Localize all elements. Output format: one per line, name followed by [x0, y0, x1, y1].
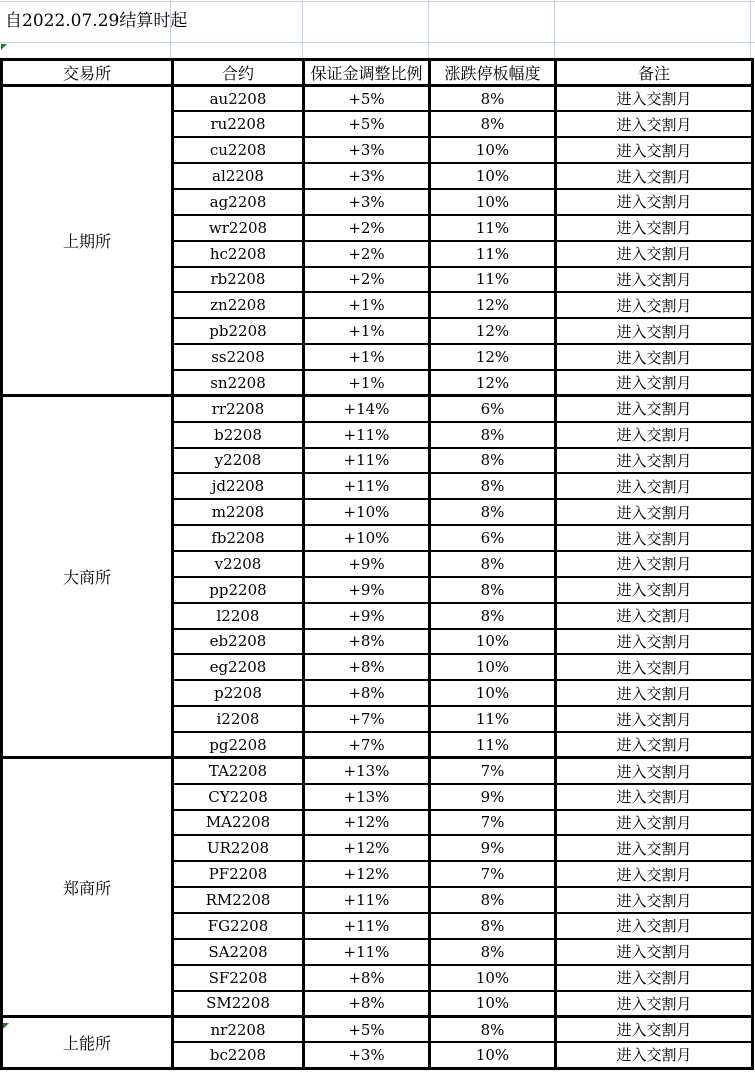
margin-adjust-cell[interactable]: +10%	[304, 499, 430, 525]
price-limit-cell[interactable]: 8%	[430, 473, 556, 499]
price-limit-cell[interactable]: 11%	[430, 267, 556, 293]
price-limit-cell[interactable]: 10%	[430, 163, 556, 189]
remark-cell[interactable]: 进入交割月	[556, 318, 753, 344]
contract-cell[interactable]: wr2208	[173, 215, 304, 241]
contract-cell[interactable]: TA2208	[173, 758, 304, 784]
contract-cell[interactable]: rb2208	[173, 267, 304, 293]
price-limit-cell[interactable]: 6%	[430, 525, 556, 551]
remark-cell[interactable]: 进入交割月	[556, 189, 753, 215]
price-limit-cell[interactable]: 12%	[430, 344, 556, 370]
margin-adjust-cell[interactable]: +5%	[304, 1016, 430, 1042]
contract-cell[interactable]: au2208	[173, 86, 304, 112]
contract-cell[interactable]: jd2208	[173, 473, 304, 499]
margin-adjust-cell[interactable]: +9%	[304, 603, 430, 629]
contract-cell[interactable]: i2208	[173, 706, 304, 732]
margin-adjust-cell[interactable]: +2%	[304, 267, 430, 293]
remark-cell[interactable]: 进入交割月	[556, 654, 753, 680]
remark-cell[interactable]: 进入交割月	[556, 913, 753, 939]
margin-adjust-cell[interactable]: +11%	[304, 422, 430, 448]
contract-cell[interactable]: bc2208	[173, 1042, 304, 1068]
margin-adjust-cell[interactable]: +13%	[304, 784, 430, 810]
price-limit-cell[interactable]: 8%	[430, 887, 556, 913]
margin-adjust-cell[interactable]: +3%	[304, 1042, 430, 1068]
contract-cell[interactable]: m2208	[173, 499, 304, 525]
margin-adjust-cell[interactable]: +3%	[304, 189, 430, 215]
contract-cell[interactable]: pp2208	[173, 577, 304, 603]
gridline	[0, 42, 755, 43]
price-limit-cell[interactable]: 10%	[430, 137, 556, 163]
remark-cell[interactable]: 进入交割月	[556, 603, 753, 629]
price-limit-cell[interactable]: 8%	[430, 913, 556, 939]
gridline	[554, 0, 555, 58]
price-limit-cell[interactable]: 8%	[430, 422, 556, 448]
margin-adjust-cell[interactable]: +8%	[304, 654, 430, 680]
table-row	[2, 86, 753, 112]
margin-adjust-cell[interactable]: +1%	[304, 318, 430, 344]
margin-adjust-cell[interactable]: +3%	[304, 137, 430, 163]
contract-cell[interactable]: pg2208	[173, 732, 304, 758]
price-limit-cell[interactable]: 7%	[430, 810, 556, 836]
margin-adjust-cell[interactable]: +7%	[304, 732, 430, 758]
margin-adjust-cell[interactable]: +12%	[304, 835, 430, 861]
contract-cell[interactable]: fb2208	[173, 525, 304, 551]
remark-cell[interactable]: 进入交割月	[556, 473, 753, 499]
margin-adjust-cell[interactable]: +2%	[304, 241, 430, 267]
price-limit-cell[interactable]: 10%	[430, 629, 556, 655]
remark-cell[interactable]: 进入交割月	[556, 577, 753, 603]
remark-cell[interactable]: 进入交割月	[556, 111, 753, 137]
price-limit-cell[interactable]: 12%	[430, 318, 556, 344]
margin-adjust-cell[interactable]: +1%	[304, 292, 430, 318]
margin-adjust-cell[interactable]: +12%	[304, 810, 430, 836]
remark-cell[interactable]: 进入交割月	[556, 810, 753, 836]
contract-cell[interactable]: ag2208	[173, 189, 304, 215]
remark-cell[interactable]: 进入交割月	[556, 86, 753, 112]
price-limit-cell[interactable]: 11%	[430, 732, 556, 758]
contract-cell[interactable]: b2208	[173, 422, 304, 448]
margin-adjust-cell[interactable]: +9%	[304, 577, 430, 603]
price-limit-cell[interactable]: 8%	[430, 1016, 556, 1042]
contract-cell[interactable]: CY2208	[173, 784, 304, 810]
contract-cell[interactable]: RM2208	[173, 887, 304, 913]
contract-cell[interactable]: nr2208	[173, 1016, 304, 1042]
header-price-limit[interactable]: 涨跌停板幅度	[430, 60, 556, 86]
contract-cell[interactable]: al2208	[173, 163, 304, 189]
effective-date-title-cell[interactable]: 自2022.07.29结算时起	[5, 11, 188, 31]
remark-cell[interactable]: 进入交割月	[556, 784, 753, 810]
table-row	[2, 758, 753, 784]
price-limit-cell[interactable]: 8%	[430, 86, 556, 112]
contract-cell[interactable]: p2208	[173, 680, 304, 706]
margin-adjust-cell[interactable]: +12%	[304, 861, 430, 887]
margin-adjust-cell[interactable]: +9%	[304, 551, 430, 577]
contract-cell[interactable]: PF2208	[173, 861, 304, 887]
price-limit-cell[interactable]: 7%	[430, 861, 556, 887]
margin-adjust-cell[interactable]: +10%	[304, 525, 430, 551]
price-limit-cell[interactable]: 11%	[430, 706, 556, 732]
margin-adjust-cell[interactable]: +7%	[304, 706, 430, 732]
remark-cell[interactable]: 进入交割月	[556, 939, 753, 965]
contract-cell[interactable]: hc2208	[173, 241, 304, 267]
header-contract[interactable]: 合约	[173, 60, 304, 86]
remark-cell[interactable]: 进入交割月	[556, 629, 753, 655]
remark-cell[interactable]: 进入交割月	[556, 861, 753, 887]
margin-adjust-cell[interactable]: +8%	[304, 629, 430, 655]
table-row	[2, 396, 753, 422]
price-limit-cell[interactable]: 6%	[430, 396, 556, 422]
price-limit-cell[interactable]: 11%	[430, 215, 556, 241]
contract-cell[interactable]: SA2208	[173, 939, 304, 965]
margin-adjust-cell[interactable]: +1%	[304, 344, 430, 370]
table-row	[2, 1016, 753, 1042]
contract-cell[interactable]: l2208	[173, 603, 304, 629]
remark-cell[interactable]: 进入交割月	[556, 991, 753, 1017]
header-margin-adjust[interactable]: 保证金调整比例	[304, 60, 430, 86]
remark-cell[interactable]: 进入交割月	[556, 241, 753, 267]
remark-cell[interactable]: 进入交割月	[556, 370, 753, 396]
table-body	[2, 86, 753, 1069]
remark-cell[interactable]: 进入交割月	[556, 551, 753, 577]
remark-cell[interactable]: 进入交割月	[556, 422, 753, 448]
price-limit-cell[interactable]: 12%	[430, 292, 556, 318]
price-limit-cell[interactable]: 8%	[430, 448, 556, 474]
margin-adjust-cell[interactable]: +11%	[304, 913, 430, 939]
price-limit-cell[interactable]: 7%	[430, 758, 556, 784]
contract-cell[interactable]: pb2208	[173, 318, 304, 344]
error-indicator-triangle-icon	[1, 44, 7, 50]
gridline	[750, 0, 751, 58]
price-limit-cell[interactable]: 8%	[430, 551, 556, 577]
price-limit-cell[interactable]: 9%	[430, 784, 556, 810]
margin-adjust-cell[interactable]: +11%	[304, 939, 430, 965]
remark-cell[interactable]: 进入交割月	[556, 1042, 753, 1068]
margin-adjust-cell[interactable]: +5%	[304, 111, 430, 137]
exchange-cell[interactable]: 大商所	[2, 396, 173, 758]
contract-cell[interactable]: ru2208	[173, 111, 304, 137]
price-limit-cell[interactable]: 8%	[430, 499, 556, 525]
margin-adjust-cell[interactable]: +8%	[304, 991, 430, 1017]
remark-cell[interactable]: 进入交割月	[556, 758, 753, 784]
margin-adjust-cell[interactable]: +5%	[304, 86, 430, 112]
contract-cell[interactable]: y2208	[173, 448, 304, 474]
price-limit-cell[interactable]: 10%	[430, 991, 556, 1017]
price-limit-cell[interactable]: 8%	[430, 603, 556, 629]
margin-adjust-cell[interactable]: +11%	[304, 473, 430, 499]
exchange-cell[interactable]: 上能所	[2, 1016, 173, 1068]
price-limit-cell[interactable]: 8%	[430, 111, 556, 137]
price-limit-cell[interactable]: 8%	[430, 577, 556, 603]
remark-cell[interactable]: 进入交割月	[556, 267, 753, 293]
remark-cell[interactable]: 进入交割月	[556, 680, 753, 706]
gridline	[428, 0, 429, 58]
remark-cell[interactable]: 进入交割月	[556, 887, 753, 913]
contract-cell[interactable]: SF2208	[173, 965, 304, 991]
contract-cell[interactable]: rr2208	[173, 396, 304, 422]
margin-adjust-cell[interactable]: +11%	[304, 448, 430, 474]
remark-cell[interactable]: 进入交割月	[556, 835, 753, 861]
remark-cell[interactable]: 进入交割月	[556, 137, 753, 163]
contract-cell[interactable]: FG2208	[173, 913, 304, 939]
margin-adjust-cell[interactable]: +8%	[304, 965, 430, 991]
contract-cell[interactable]: MA2208	[173, 810, 304, 836]
remark-cell[interactable]: 进入交割月	[556, 732, 753, 758]
gridline	[302, 0, 303, 58]
margin-adjustment-table	[0, 58, 754, 1070]
contract-cell[interactable]: eb2208	[173, 629, 304, 655]
remark-cell[interactable]: 进入交割月	[556, 215, 753, 241]
contract-cell[interactable]: cu2208	[173, 137, 304, 163]
margin-adjust-cell[interactable]: +3%	[304, 163, 430, 189]
price-limit-cell[interactable]: 9%	[430, 835, 556, 861]
remark-cell[interactable]: 进入交割月	[556, 525, 753, 551]
contract-cell[interactable]: ss2208	[173, 344, 304, 370]
contract-cell[interactable]: UR2208	[173, 835, 304, 861]
price-limit-cell[interactable]: 10%	[430, 654, 556, 680]
price-limit-cell[interactable]: 10%	[430, 680, 556, 706]
margin-adjust-cell[interactable]: +11%	[304, 887, 430, 913]
price-limit-cell[interactable]: 11%	[430, 241, 556, 267]
remark-cell[interactable]: 进入交割月	[556, 292, 753, 318]
price-limit-cell[interactable]: 8%	[430, 939, 556, 965]
price-limit-cell[interactable]: 10%	[430, 965, 556, 991]
exchange-cell[interactable]: 上期所	[2, 86, 173, 396]
contract-cell[interactable]: zn2208	[173, 292, 304, 318]
margin-adjust-cell[interactable]: +13%	[304, 758, 430, 784]
price-limit-cell[interactable]: 10%	[430, 189, 556, 215]
remark-cell[interactable]: 进入交割月	[556, 499, 753, 525]
remark-cell[interactable]: 进入交割月	[556, 965, 753, 991]
remark-cell[interactable]: 进入交割月	[556, 1016, 753, 1042]
contract-cell[interactable]: sn2208	[173, 370, 304, 396]
contract-cell[interactable]: v2208	[173, 551, 304, 577]
remark-cell[interactable]: 进入交割月	[556, 344, 753, 370]
header-remark[interactable]: 备注	[556, 60, 753, 86]
header-exchange[interactable]: 交易所	[2, 60, 173, 86]
margin-adjust-cell[interactable]: +1%	[304, 370, 430, 396]
price-limit-cell[interactable]: 10%	[430, 1042, 556, 1068]
contract-cell[interactable]: eg2208	[173, 654, 304, 680]
margin-adjust-cell[interactable]: +14%	[304, 396, 430, 422]
remark-cell[interactable]: 进入交割月	[556, 396, 753, 422]
remark-cell[interactable]: 进入交割月	[556, 448, 753, 474]
remark-cell[interactable]: 进入交割月	[556, 706, 753, 732]
margin-adjust-cell[interactable]: +8%	[304, 680, 430, 706]
remark-cell[interactable]: 进入交割月	[556, 163, 753, 189]
margin-adjust-cell[interactable]: +2%	[304, 215, 430, 241]
price-limit-cell[interactable]: 12%	[430, 370, 556, 396]
exchange-cell[interactable]: 郑商所	[2, 758, 173, 1017]
contract-cell[interactable]: SM2208	[173, 991, 304, 1017]
header-row	[2, 60, 753, 86]
